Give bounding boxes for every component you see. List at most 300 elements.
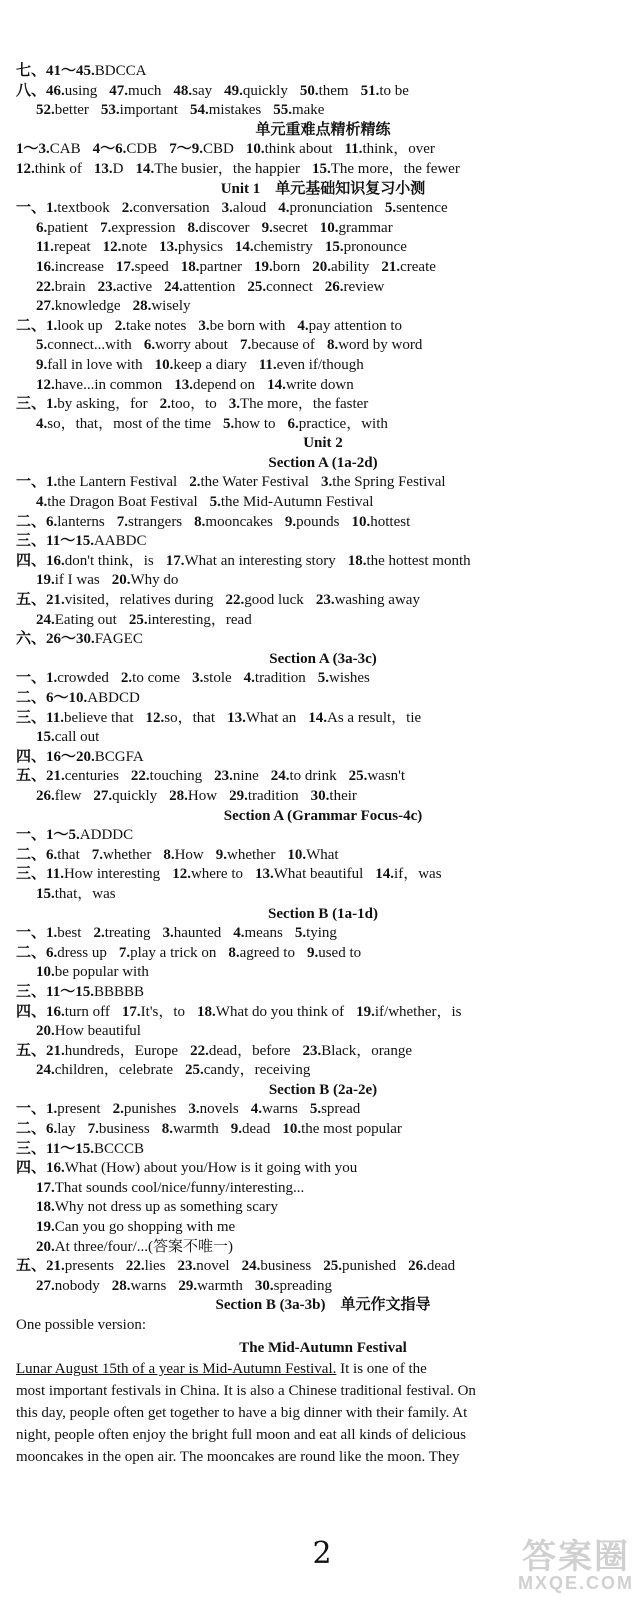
- answer-item: [36, 612, 117, 628]
- answer-text: tying: [306, 925, 337, 942]
- question-number: 8.: [194, 513, 206, 530]
- answer-text: because of: [251, 337, 315, 354]
- question-number: 25.: [128, 611, 148, 628]
- answer-item: [16, 533, 146, 549]
- question-number: 7.: [100, 219, 112, 236]
- answer-item: [259, 357, 364, 373]
- answer-text: good luck: [244, 592, 304, 609]
- question-number: 21.: [46, 1042, 65, 1059]
- question-number: 12.: [16, 160, 35, 177]
- answer-text: What do you think of: [215, 1003, 345, 1020]
- question-number: 20.: [312, 258, 332, 275]
- answer-item: [227, 710, 296, 726]
- question-number: 11～15.: [46, 983, 94, 1000]
- question-number: 16.: [46, 1003, 65, 1020]
- question-number: 28.: [169, 787, 188, 804]
- answer-line: [16, 101, 630, 121]
- answer-line: [16, 1061, 630, 1081]
- answer-text: whether: [227, 846, 276, 863]
- question-number: 8.: [163, 846, 175, 863]
- answer-text: to come: [132, 670, 181, 687]
- answer-text: the Lantern Festival: [57, 474, 178, 491]
- answer-item: [16, 592, 213, 608]
- answer-item: [16, 63, 146, 79]
- answer-item: [312, 259, 369, 275]
- part-label: 五、: [16, 592, 47, 609]
- question-number: 2.: [114, 317, 126, 334]
- answer-item: [254, 259, 300, 275]
- answer-item: [242, 1258, 312, 1274]
- answer-item: [255, 866, 363, 882]
- answer-text: The busier，the happier: [154, 160, 300, 177]
- part-label: 二、: [16, 1121, 47, 1138]
- answer-text: the hottest month: [366, 552, 471, 569]
- question-number: 4.: [278, 200, 290, 217]
- question-number: 14.: [308, 709, 327, 726]
- answer-item: [93, 788, 157, 804]
- part-label: 四、: [16, 1160, 47, 1177]
- answer-line: [16, 1003, 630, 1023]
- section-heading: Section A (3a-3c): [269, 650, 377, 667]
- answer-text: BCGFA: [94, 748, 144, 765]
- answer-page: [16, 62, 630, 1468]
- essay-line: this day, people often get together to have a big dinner with their family. At: [16, 1405, 468, 1422]
- question-number: 9.: [36, 356, 48, 373]
- answer-item: [93, 925, 150, 941]
- answer-item: [311, 788, 357, 804]
- question-number: 8.: [228, 944, 240, 961]
- answer-item: [16, 984, 144, 1000]
- answer-text: speed: [134, 258, 169, 275]
- answer-text: punishes: [123, 1101, 177, 1118]
- question-number: 2.: [159, 396, 171, 413]
- answer-line: [16, 317, 630, 337]
- answer-text: knowledge: [54, 298, 121, 315]
- answer-line: [16, 532, 630, 552]
- question-number: 10.: [351, 513, 371, 530]
- answer-item: [100, 220, 175, 236]
- answer-item: [356, 1004, 461, 1020]
- question-number: 1.: [46, 200, 58, 217]
- answer-item: [194, 514, 273, 530]
- answer-item: [247, 279, 312, 295]
- question-number: 21.: [381, 258, 401, 275]
- question-number: 6.: [287, 415, 299, 432]
- question-number: 5.: [294, 925, 307, 942]
- question-number: 23.: [177, 1258, 197, 1275]
- answer-item: [325, 239, 407, 255]
- question-number: 11.: [258, 356, 277, 373]
- question-number: 24.: [270, 768, 290, 785]
- answer-item: [126, 1258, 166, 1274]
- answer-text: mistakes: [208, 102, 262, 119]
- question-number: 25.: [185, 1062, 204, 1079]
- answer-item: [297, 318, 402, 334]
- answer-text: At three/four/...(答案不唯一): [54, 1238, 234, 1255]
- answer-line: [16, 278, 630, 298]
- part-label: 二、: [16, 513, 47, 530]
- answer-text: What: [306, 846, 339, 863]
- answer-text: How beautiful: [54, 1023, 141, 1040]
- answer-text: using: [64, 82, 98, 99]
- answer-item: [16, 631, 143, 647]
- answer-item: [229, 788, 299, 804]
- answer-text: don't think，is: [64, 552, 154, 569]
- answer-text: chemistry: [253, 239, 313, 256]
- question-number: 26～30.: [46, 631, 95, 648]
- answer-line: [16, 140, 630, 160]
- question-number: 27.: [36, 298, 55, 315]
- answer-line: [16, 1198, 630, 1218]
- question-number: 14.: [234, 239, 254, 256]
- question-number: 17.: [121, 1003, 141, 1020]
- answer-text: that，was: [54, 885, 116, 902]
- question-number: 22.: [125, 1258, 145, 1275]
- answer-item: [16, 514, 105, 530]
- answer-item: [187, 220, 249, 236]
- part-label: 四、: [16, 552, 47, 569]
- answer-item: [192, 670, 232, 686]
- answer-text: BCCCB: [93, 1140, 144, 1157]
- answer-text: How: [174, 846, 204, 863]
- answer-item: [36, 729, 99, 745]
- question-number: 30.: [254, 1277, 274, 1294]
- answer-line: [16, 944, 630, 964]
- question-number: 6.: [36, 219, 48, 236]
- section-heading: 单元重难点精析精练: [255, 121, 391, 138]
- answer-item: [36, 1062, 173, 1078]
- answer-item: [16, 1258, 114, 1274]
- answer-text: dead，before: [208, 1042, 291, 1059]
- answer-item: [16, 1121, 76, 1137]
- question-number: 30.: [310, 787, 330, 804]
- answer-text: nobody: [54, 1277, 100, 1294]
- section-heading: Section B (1a-1d): [268, 905, 378, 922]
- part-label: 一、: [16, 827, 47, 844]
- question-number: 12.: [36, 376, 55, 393]
- answer-item: [197, 1004, 344, 1020]
- answer-text: fall in love with: [47, 356, 143, 373]
- answer-item: [16, 710, 134, 726]
- essay-text: It is one of the: [336, 1361, 427, 1378]
- answer-text: active: [116, 278, 153, 295]
- answer-line: [16, 336, 630, 356]
- answer-item: [222, 200, 267, 216]
- part-label: 五、: [16, 1258, 47, 1275]
- answer-line: [16, 473, 630, 493]
- answer-text: the most popular: [301, 1121, 402, 1138]
- answer-item: [312, 161, 460, 177]
- question-number: 4.: [243, 670, 255, 687]
- answer-item: [282, 1121, 402, 1137]
- answer-text: write down: [285, 376, 354, 393]
- answer-item: [16, 83, 97, 99]
- answer-item: [160, 396, 217, 412]
- part-label: 三、: [16, 533, 47, 550]
- question-number: 19.: [36, 1219, 55, 1236]
- answer-item: [36, 1278, 100, 1294]
- question-number: 13.: [227, 709, 246, 726]
- answer-item: [385, 200, 448, 216]
- answer-line: [16, 1179, 630, 1199]
- watermark-en: MXQE.COM: [517, 1573, 634, 1593]
- answer-item: [307, 945, 361, 961]
- answer-line: [16, 160, 630, 180]
- answer-item: [119, 945, 216, 961]
- question-number: 46.: [46, 82, 65, 99]
- question-number: 2.: [93, 925, 105, 942]
- question-number: 20.: [111, 572, 131, 589]
- answer-text: children，celebrate: [54, 1062, 174, 1079]
- answer-text: The more，the faster: [240, 396, 369, 413]
- answer-item: [178, 1278, 243, 1294]
- question-number: 5.: [222, 415, 235, 432]
- answer-item: [300, 83, 349, 99]
- answer-item: [16, 396, 148, 412]
- answer-line: [16, 395, 630, 415]
- answer-line: [16, 728, 630, 748]
- answer-text: wisely: [151, 298, 191, 315]
- answer-text: keep a diary: [173, 356, 247, 373]
- question-number: 16.: [46, 1160, 65, 1177]
- answer-text: aloud: [232, 200, 267, 217]
- answer-text: novels: [199, 1101, 239, 1118]
- answer-text: Can you go shopping with me: [54, 1219, 236, 1236]
- answer-text: BBBBB: [93, 983, 144, 1000]
- answer-text: pounds: [296, 513, 340, 530]
- question-number: 20.: [36, 1023, 55, 1040]
- question-number: 8.: [161, 1121, 173, 1138]
- answer-item: [101, 102, 178, 118]
- answer-item: [16, 847, 80, 863]
- answer-text: lay: [57, 1121, 76, 1138]
- answer-text: What an interesting story: [184, 552, 336, 569]
- question-number: 7.: [116, 513, 128, 530]
- answer-text: the Spring Festival: [332, 474, 446, 491]
- question-number: 8.: [326, 337, 339, 354]
- answer-line: [16, 630, 630, 650]
- question-number: 21.: [46, 592, 65, 609]
- part-label: 三、: [16, 396, 47, 413]
- answer-text: visited，relatives during: [64, 592, 214, 609]
- answer-item: [408, 1258, 455, 1274]
- answer-item: [36, 220, 88, 236]
- question-number: 4.: [233, 925, 245, 942]
- answer-text: washing away: [334, 592, 420, 609]
- answer-item: [16, 553, 154, 569]
- question-number: 23.: [302, 1042, 322, 1059]
- answer-item: [129, 612, 252, 628]
- part-label: 四、: [16, 1003, 47, 1020]
- question-number: 6.: [46, 944, 58, 961]
- answer-text: present: [57, 1101, 101, 1118]
- answer-text: review: [343, 278, 385, 295]
- answer-text: BDCCA: [94, 63, 147, 79]
- answer-item: [185, 1062, 310, 1078]
- question-number: 11.: [46, 709, 64, 726]
- answer-text: be popular with: [54, 964, 149, 981]
- question-number: 18.: [36, 1199, 55, 1216]
- answer-text: if I was: [54, 572, 100, 589]
- answer-text: physics: [177, 239, 223, 256]
- answer-line: [16, 865, 630, 885]
- answer-text: pay attention to: [308, 317, 402, 334]
- answer-text: haunted: [173, 925, 222, 942]
- answer-text: pronounce: [343, 239, 407, 256]
- question-number: 9.: [284, 513, 297, 530]
- answer-text: best: [57, 925, 82, 942]
- answer-line: [16, 1140, 630, 1160]
- answer-text: that: [57, 846, 80, 863]
- answer-line: [16, 1120, 630, 1140]
- question-number: 11.: [36, 239, 54, 256]
- question-number: 16.: [46, 552, 65, 569]
- question-number: 18.: [197, 1003, 216, 1020]
- answer-text: warmth: [197, 1277, 243, 1294]
- answer-line: [16, 924, 630, 944]
- answer-text: That sounds cool/nice/funny/interesting...: [54, 1179, 305, 1196]
- answer-text: ability: [331, 258, 370, 275]
- answer-line: [16, 846, 630, 866]
- essay-intro: One possible version:: [16, 1317, 146, 1333]
- answer-line: [16, 356, 630, 376]
- answer-item: [16, 827, 133, 843]
- answer-text: think，over: [362, 141, 435, 158]
- answer-text: What (How) about you/How is it going with you: [64, 1160, 358, 1177]
- answer-text: so，that，most of the time: [47, 415, 211, 432]
- question-number: 16.: [36, 258, 55, 275]
- answer-item: [16, 474, 177, 490]
- answer-text: quickly: [242, 82, 288, 99]
- answer-text: be born with: [209, 317, 286, 334]
- question-number: 22.: [225, 592, 245, 609]
- question-number: 17.: [115, 258, 135, 275]
- answer-item: [325, 279, 385, 295]
- answer-item: [323, 1258, 396, 1274]
- question-number: 2.: [189, 474, 201, 491]
- answer-text: take notes: [125, 317, 187, 334]
- answer-text: conversation: [133, 200, 210, 217]
- question-number: 22.: [130, 768, 150, 785]
- answer-item: [16, 1043, 178, 1059]
- answer-text: touching: [149, 768, 203, 785]
- answer-text: turn off: [64, 1003, 110, 1020]
- answer-item: [233, 925, 283, 941]
- answer-item: [287, 847, 338, 863]
- question-number: 16～20.: [46, 748, 95, 765]
- answer-item: [210, 494, 374, 510]
- answer-text: practice，with: [298, 415, 388, 432]
- answer-item: [178, 1258, 230, 1274]
- answer-item: [349, 768, 405, 784]
- question-number: 25.: [247, 278, 267, 295]
- answer-text: warns: [262, 1101, 298, 1118]
- answer-item: [36, 788, 81, 804]
- answer-text: What an: [245, 709, 297, 726]
- answer-item: [115, 318, 187, 334]
- question-number: 18.: [347, 552, 367, 569]
- question-number: 2.: [112, 1101, 124, 1118]
- question-number: 6.: [143, 337, 156, 354]
- answer-item: [88, 1121, 150, 1137]
- answer-item: [163, 847, 203, 863]
- answer-text: The more，the fewer: [330, 160, 460, 177]
- part-label: 二、: [16, 317, 47, 334]
- question-number: 9.: [261, 219, 273, 236]
- answer-text: dead: [426, 1258, 456, 1275]
- question-number: 25.: [348, 768, 368, 785]
- answer-item: [229, 396, 369, 412]
- answer-item: [36, 572, 100, 588]
- answer-text: so，that: [164, 709, 216, 726]
- answer-text: Black，orange: [321, 1042, 413, 1059]
- question-number: 3.: [198, 317, 210, 334]
- answer-item: [98, 279, 153, 295]
- answer-item: [92, 847, 152, 863]
- answer-item: [36, 337, 132, 353]
- answer-text: repeat: [53, 239, 91, 256]
- answer-item: [318, 670, 370, 686]
- answer-item: [36, 1219, 235, 1235]
- answer-item: [345, 141, 435, 157]
- question-number: 12.: [145, 709, 165, 726]
- answer-line: [16, 82, 630, 102]
- question-number: 7.: [118, 944, 131, 961]
- part-label: 二、: [16, 690, 47, 706]
- answer-item: [36, 298, 121, 314]
- question-number: 24.: [36, 611, 55, 628]
- answer-line: [16, 669, 630, 689]
- part-label: 六、: [16, 631, 47, 648]
- question-number: 15.: [324, 239, 344, 256]
- answer-text: hottest: [370, 513, 411, 530]
- question-number: 23.: [315, 592, 335, 609]
- answer-item: [361, 83, 409, 99]
- answer-item: [16, 141, 81, 157]
- answer-text: novel: [196, 1258, 230, 1275]
- answer-line: [16, 748, 630, 768]
- watermark-cn: 答案圈: [521, 1538, 630, 1576]
- question-number: 1.: [46, 396, 58, 413]
- question-number: 12.: [102, 239, 122, 256]
- question-number: 26.: [36, 787, 55, 804]
- answer-item: [159, 239, 223, 255]
- answer-text: brain: [54, 278, 86, 295]
- answer-item: [112, 572, 179, 588]
- answer-item: [189, 474, 309, 490]
- answer-item: [310, 1101, 360, 1117]
- answer-item: [348, 553, 471, 569]
- question-number: 11.: [344, 141, 363, 158]
- answer-text: the Mid-Autumn Festival: [220, 494, 374, 511]
- answer-text: the Water Festival: [200, 474, 309, 491]
- answer-text: sentence: [396, 200, 448, 217]
- question-number: 55.: [273, 102, 292, 119]
- answer-item: [16, 670, 109, 686]
- question-number: 6.: [46, 513, 58, 530]
- answer-text: important: [119, 102, 178, 119]
- answer-item: [375, 866, 441, 882]
- question-number: 17.: [165, 552, 185, 569]
- question-number: 9.: [215, 846, 227, 863]
- watermark-logo: [518, 1540, 634, 1592]
- part-label: 八、: [16, 82, 47, 99]
- question-number: 1.: [46, 670, 58, 687]
- answer-item: [273, 102, 324, 118]
- question-number: 19.: [36, 572, 55, 589]
- question-number: 24.: [241, 1258, 261, 1275]
- answer-item: [16, 945, 107, 961]
